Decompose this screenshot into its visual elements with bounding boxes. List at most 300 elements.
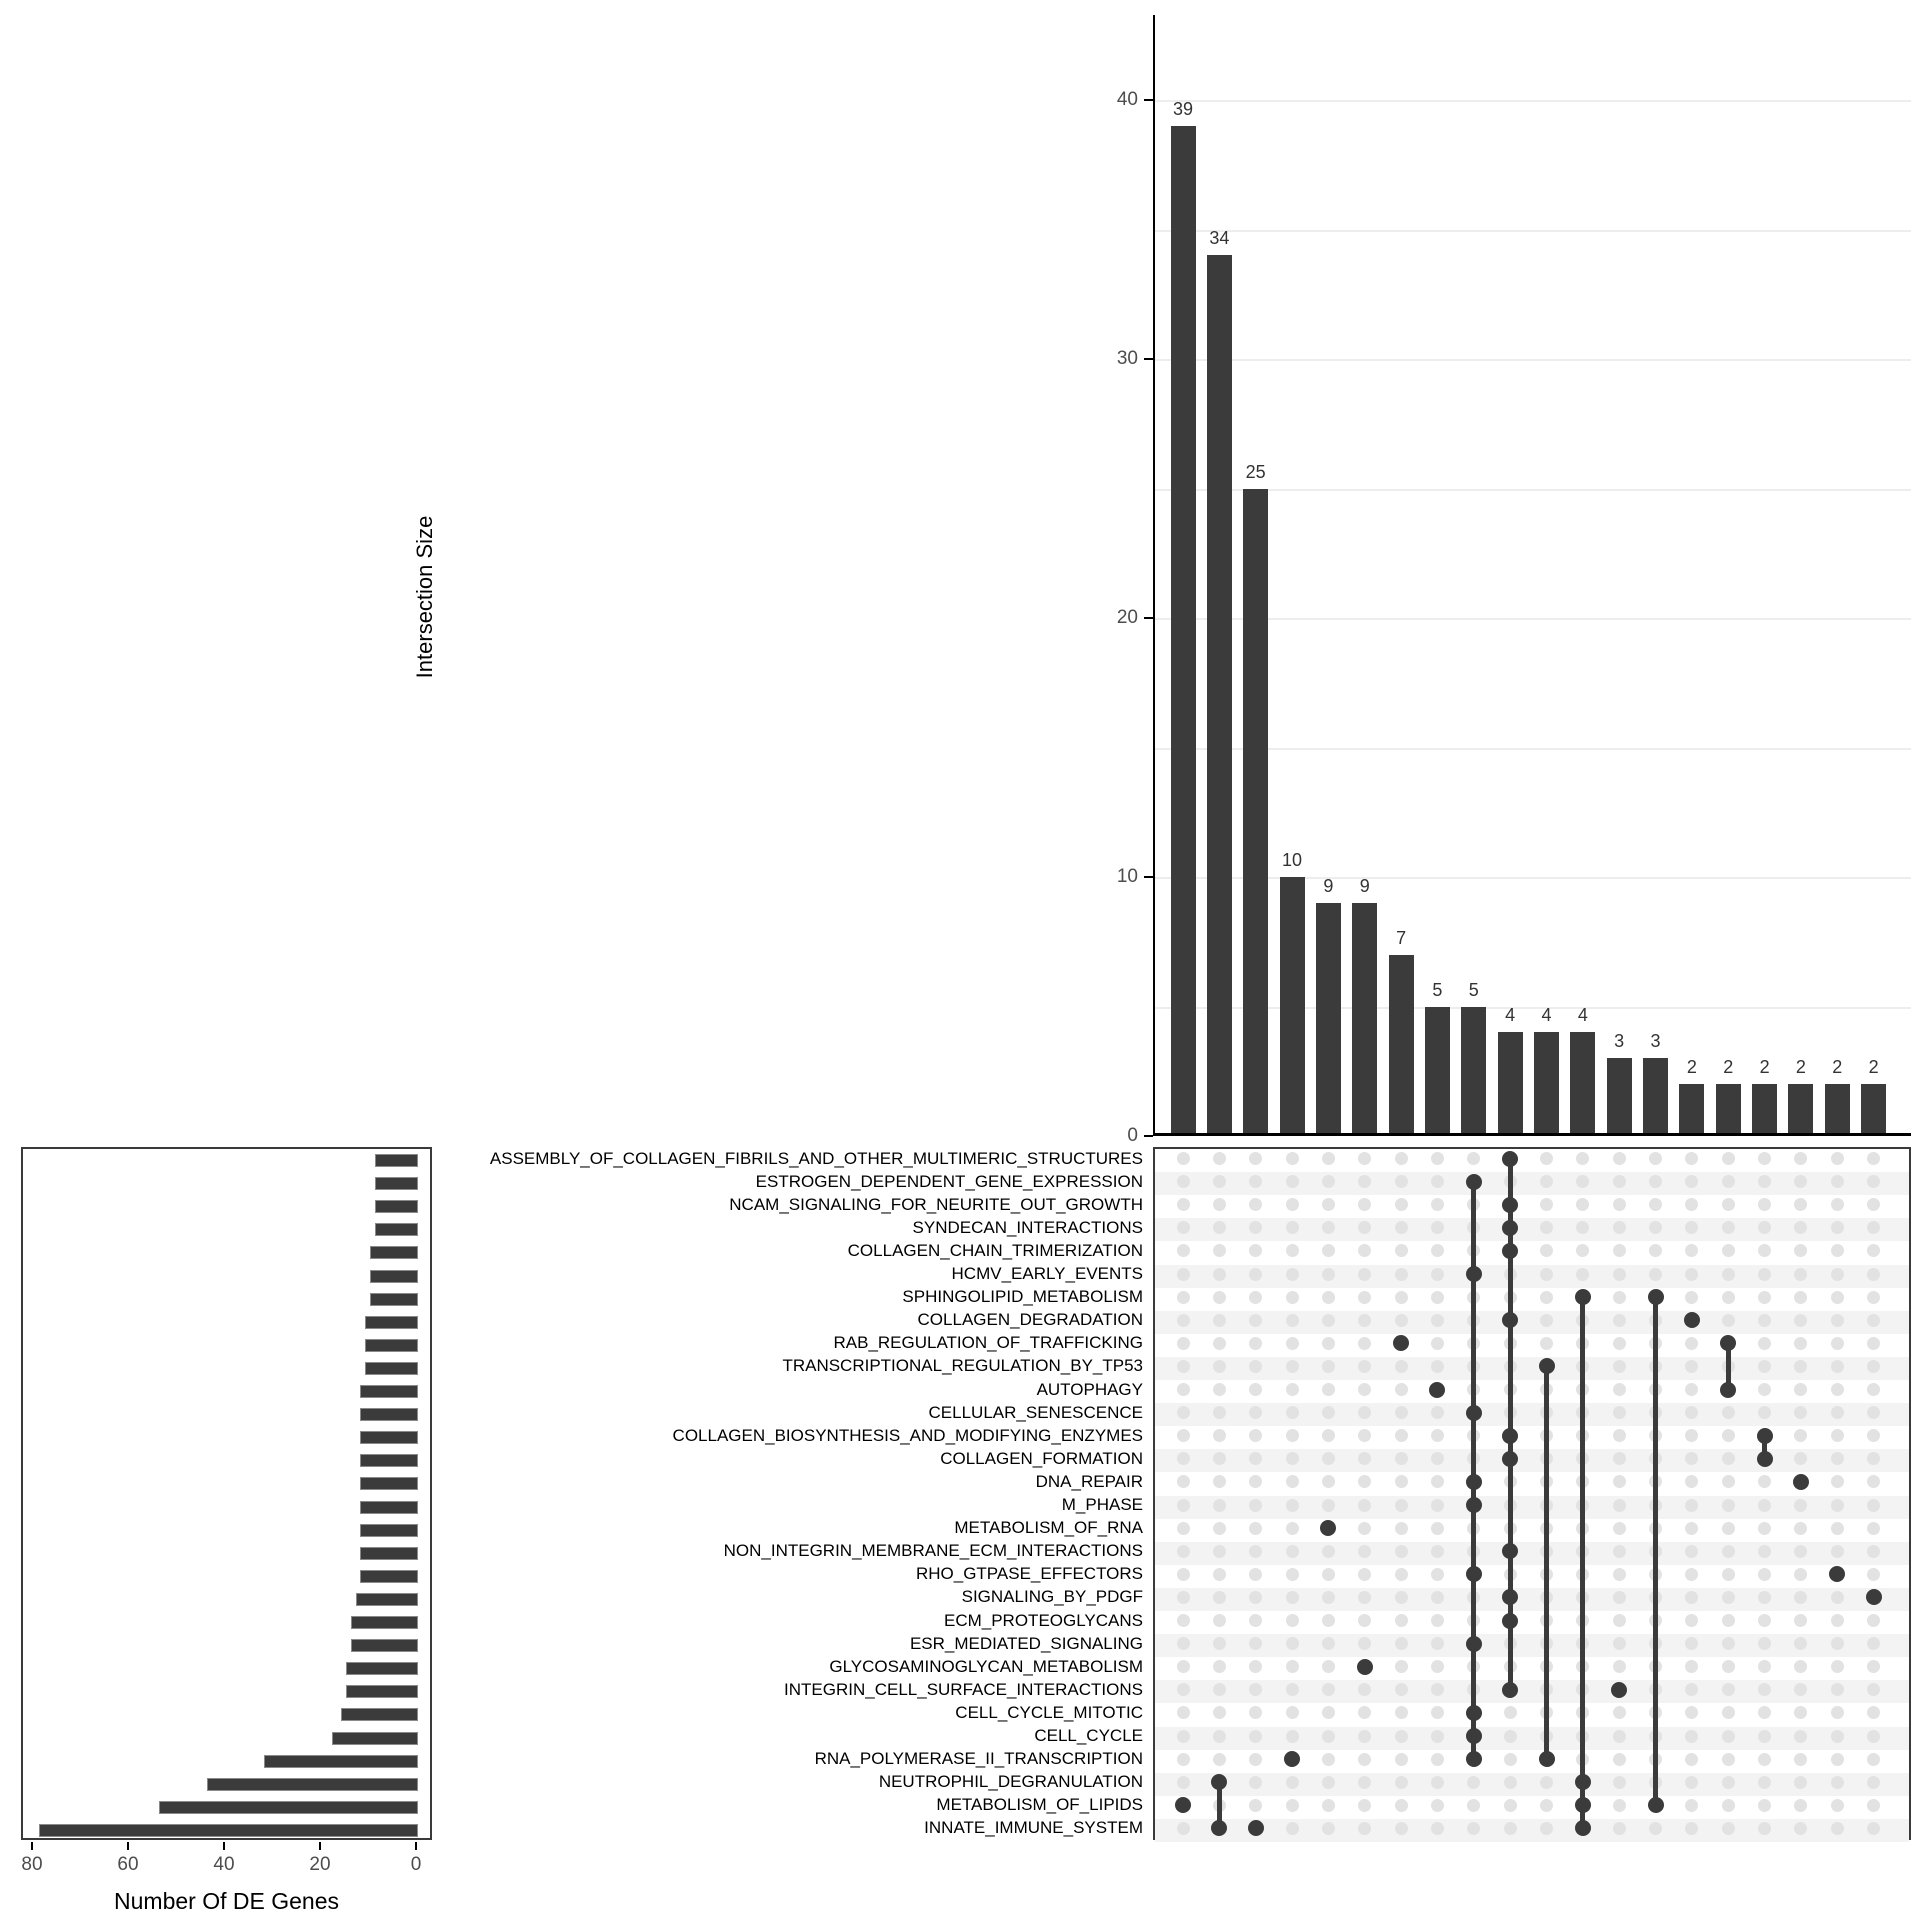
intersection-size-axis-label: Intersection Size bbox=[412, 515, 437, 679]
set-size-bar bbox=[351, 1616, 418, 1629]
matrix-dot-inactive bbox=[1613, 1337, 1626, 1350]
matrix-dot-inactive bbox=[1867, 1429, 1880, 1442]
matrix-dot-inactive bbox=[1576, 1268, 1589, 1281]
intersection-bar-value: 2 bbox=[1723, 1057, 1734, 1078]
matrix-dot-inactive bbox=[1177, 1545, 1190, 1558]
set-size-bar bbox=[375, 1223, 418, 1236]
matrix-dot-inactive bbox=[1540, 1291, 1553, 1304]
matrix-dot-inactive bbox=[1831, 1406, 1844, 1419]
matrix-dot-inactive bbox=[1722, 1429, 1735, 1442]
matrix-dot-inactive bbox=[1286, 1568, 1299, 1581]
matrix-dot-inactive bbox=[1613, 1706, 1626, 1719]
matrix-dot-inactive bbox=[1867, 1753, 1880, 1766]
matrix-dot-inactive bbox=[1758, 1475, 1771, 1488]
matrix-dot-inactive bbox=[1177, 1268, 1190, 1281]
matrix-dot-inactive bbox=[1794, 1383, 1807, 1396]
matrix-dot-inactive bbox=[1831, 1660, 1844, 1673]
matrix-dot-inactive bbox=[1867, 1291, 1880, 1304]
matrix-dot-inactive bbox=[1395, 1799, 1408, 1812]
matrix-dot-inactive bbox=[1286, 1776, 1299, 1789]
matrix-dot-inactive bbox=[1758, 1545, 1771, 1558]
matrix-dot-active bbox=[1502, 1197, 1518, 1213]
top-chart-x-axis-line bbox=[1153, 1133, 1911, 1136]
set-size-bar bbox=[375, 1154, 418, 1167]
matrix-dot-inactive bbox=[1322, 1244, 1335, 1257]
set-label: M_PHASE bbox=[1061, 1495, 1143, 1515]
matrix-dot-inactive bbox=[1286, 1706, 1299, 1719]
matrix-dot-inactive bbox=[1213, 1660, 1226, 1673]
set-label: RHO_GTPASE_EFFECTORS bbox=[915, 1564, 1143, 1584]
intersection-bar-value: 2 bbox=[1686, 1057, 1697, 1078]
matrix-dot-inactive bbox=[1322, 1291, 1335, 1304]
matrix-dot-inactive bbox=[1722, 1568, 1735, 1581]
set-size-bar bbox=[356, 1593, 418, 1606]
matrix-dot-inactive bbox=[1322, 1730, 1335, 1743]
matrix-dot-active bbox=[1393, 1335, 1409, 1351]
matrix-dot-inactive bbox=[1395, 1753, 1408, 1766]
set-label: SYNDECAN_INTERACTIONS bbox=[912, 1217, 1143, 1237]
matrix-dot-inactive bbox=[1286, 1360, 1299, 1373]
intersection-bar-value: 2 bbox=[1868, 1057, 1879, 1078]
matrix-dot-inactive bbox=[1758, 1314, 1771, 1327]
matrix-dot-inactive bbox=[1249, 1152, 1262, 1165]
matrix-dot-inactive bbox=[1249, 1268, 1262, 1281]
matrix-dot-inactive bbox=[1395, 1499, 1408, 1512]
matrix-dot-inactive bbox=[1685, 1152, 1698, 1165]
matrix-dot-inactive bbox=[1249, 1475, 1262, 1488]
matrix-dot-active bbox=[1429, 1382, 1445, 1398]
matrix-dot-inactive bbox=[1685, 1568, 1698, 1581]
matrix-dot-inactive bbox=[1758, 1499, 1771, 1512]
matrix-dot-inactive bbox=[1685, 1383, 1698, 1396]
set-size-bar bbox=[360, 1570, 418, 1583]
matrix-dot-inactive bbox=[1358, 1776, 1371, 1789]
matrix-connector-line bbox=[1580, 1299, 1585, 1830]
matrix-dot-active bbox=[1575, 1774, 1591, 1790]
y-tick-label: 20 bbox=[1116, 607, 1138, 628]
matrix-dot-inactive bbox=[1613, 1499, 1626, 1512]
set-label: RAB_REGULATION_OF_TRAFFICKING bbox=[833, 1333, 1143, 1353]
matrix-dot-inactive bbox=[1831, 1706, 1844, 1719]
matrix-dot-inactive bbox=[1177, 1568, 1190, 1581]
matrix-dot-inactive bbox=[1177, 1591, 1190, 1604]
matrix-dot-inactive bbox=[1613, 1244, 1626, 1257]
intersection-bar bbox=[1607, 1058, 1632, 1136]
matrix-dot-inactive bbox=[1322, 1198, 1335, 1211]
matrix-dot-inactive bbox=[1177, 1660, 1190, 1673]
matrix-dot-inactive bbox=[1431, 1568, 1444, 1581]
matrix-connector-line bbox=[1544, 1368, 1549, 1761]
matrix-dot-inactive bbox=[1831, 1198, 1844, 1211]
intersection-bar-value: 25 bbox=[1245, 461, 1266, 482]
matrix-dot-inactive bbox=[1322, 1753, 1335, 1766]
set-size-bar bbox=[365, 1339, 418, 1352]
matrix-dot-inactive bbox=[1395, 1221, 1408, 1234]
matrix-dot-inactive bbox=[1794, 1429, 1807, 1442]
matrix-dot-inactive bbox=[1685, 1291, 1698, 1304]
matrix-dot-inactive bbox=[1467, 1776, 1480, 1789]
x-tick-mark bbox=[415, 1842, 417, 1850]
intersection-bar-value: 7 bbox=[1396, 927, 1407, 948]
set-label: SIGNALING_BY_PDGF bbox=[961, 1587, 1143, 1607]
matrix-dot-inactive bbox=[1322, 1568, 1335, 1581]
set-size-bar bbox=[351, 1639, 418, 1652]
matrix-dot-inactive bbox=[1831, 1175, 1844, 1188]
matrix-dot-inactive bbox=[1286, 1429, 1299, 1442]
matrix-dot-inactive bbox=[1794, 1799, 1807, 1812]
intersection-bar-value: 4 bbox=[1577, 1005, 1588, 1026]
matrix-dot-inactive bbox=[1322, 1475, 1335, 1488]
matrix-dot-inactive bbox=[1177, 1314, 1190, 1327]
matrix-dot-inactive bbox=[1249, 1429, 1262, 1442]
set-size-bar-chart bbox=[21, 1147, 432, 1840]
matrix-dot-inactive bbox=[1213, 1753, 1226, 1766]
matrix-dot-inactive bbox=[1831, 1499, 1844, 1512]
matrix-dot-inactive bbox=[1758, 1730, 1771, 1743]
matrix-dot-inactive bbox=[1286, 1406, 1299, 1419]
set-size-bar bbox=[370, 1246, 418, 1259]
matrix-dot-inactive bbox=[1613, 1568, 1626, 1581]
matrix-dot-active bbox=[1502, 1682, 1518, 1698]
matrix-dot-inactive bbox=[1831, 1475, 1844, 1488]
matrix-dot-inactive bbox=[1213, 1360, 1226, 1373]
matrix-dot-inactive bbox=[1395, 1660, 1408, 1673]
y-tick-label: 0 bbox=[1127, 1125, 1138, 1146]
matrix-dot-inactive bbox=[1213, 1152, 1226, 1165]
matrix-dot-inactive bbox=[1685, 1475, 1698, 1488]
matrix-dot-inactive bbox=[1831, 1522, 1844, 1535]
matrix-dot-inactive bbox=[1613, 1406, 1626, 1419]
x-tick-mark bbox=[223, 1842, 225, 1850]
matrix-dot-active bbox=[1466, 1474, 1482, 1490]
matrix-dot-inactive bbox=[1177, 1730, 1190, 1743]
matrix-dot-inactive bbox=[1758, 1776, 1771, 1789]
intersection-bar-value: 3 bbox=[1614, 1031, 1625, 1052]
set-label: COLLAGEN_CHAIN_TRIMERIZATION bbox=[847, 1240, 1143, 1260]
matrix-dot-inactive bbox=[1322, 1175, 1335, 1188]
matrix-dot-inactive bbox=[1177, 1522, 1190, 1535]
matrix-dot-inactive bbox=[1831, 1291, 1844, 1304]
set-label: TRANSCRIPTIONAL_REGULATION_BY_TP53 bbox=[782, 1356, 1143, 1376]
matrix-dot-inactive bbox=[1177, 1706, 1190, 1719]
matrix-dot-inactive bbox=[1722, 1799, 1735, 1812]
set-label: RNA_POLYMERASE_II_TRANSCRIPTION bbox=[814, 1749, 1143, 1769]
set-size-bar bbox=[159, 1801, 418, 1814]
matrix-dot-inactive bbox=[1831, 1360, 1844, 1373]
matrix-dot-inactive bbox=[1613, 1221, 1626, 1234]
matrix-dot-inactive bbox=[1831, 1429, 1844, 1442]
matrix-dot-inactive bbox=[1358, 1244, 1371, 1257]
matrix-dot-active bbox=[1502, 1613, 1518, 1629]
matrix-dot-inactive bbox=[1395, 1244, 1408, 1257]
matrix-dot-inactive bbox=[1358, 1730, 1371, 1743]
matrix-dot-inactive bbox=[1213, 1545, 1226, 1558]
top-chart-y-axis-line bbox=[1153, 15, 1155, 1136]
matrix-dot-inactive bbox=[1649, 1822, 1662, 1835]
intersection-bar-value: 5 bbox=[1468, 979, 1479, 1000]
matrix-dot-inactive bbox=[1722, 1152, 1735, 1165]
matrix-dot-inactive bbox=[1758, 1244, 1771, 1257]
matrix-dot-inactive bbox=[1286, 1614, 1299, 1627]
matrix-dot-inactive bbox=[1322, 1383, 1335, 1396]
matrix-dot-inactive bbox=[1177, 1614, 1190, 1627]
matrix-dot-inactive bbox=[1213, 1337, 1226, 1350]
set-label: NCAM_SIGNALING_FOR_NEURITE_OUT_GROWTH bbox=[729, 1194, 1143, 1214]
intersection-bar bbox=[1425, 1007, 1450, 1137]
set-size-bar bbox=[370, 1293, 418, 1306]
intersection-bar bbox=[1679, 1084, 1704, 1136]
matrix-dot-inactive bbox=[1358, 1198, 1371, 1211]
y-tick-mark bbox=[1144, 99, 1153, 101]
matrix-dot-inactive bbox=[1867, 1660, 1880, 1673]
set-label: COLLAGEN_BIOSYNTHESIS_AND_MODIFYING_ENZYMES bbox=[672, 1425, 1143, 1445]
matrix-dot-inactive bbox=[1540, 1337, 1553, 1350]
matrix-dot-inactive bbox=[1613, 1822, 1626, 1835]
matrix-dot-inactive bbox=[1867, 1360, 1880, 1373]
matrix-dot-inactive bbox=[1322, 1799, 1335, 1812]
matrix-dot-inactive bbox=[1831, 1337, 1844, 1350]
matrix-dot-inactive bbox=[1613, 1383, 1626, 1396]
matrix-dot-inactive bbox=[1576, 1198, 1589, 1211]
matrix-dot-inactive bbox=[1576, 1244, 1589, 1257]
matrix-dot-inactive bbox=[1613, 1175, 1626, 1188]
matrix-dot-inactive bbox=[1177, 1753, 1190, 1766]
matrix-dot-inactive bbox=[1613, 1452, 1626, 1465]
matrix-dot-active bbox=[1175, 1797, 1191, 1813]
matrix-dot-inactive bbox=[1395, 1706, 1408, 1719]
matrix-dot-inactive bbox=[1867, 1314, 1880, 1327]
matrix-dot-inactive bbox=[1286, 1499, 1299, 1512]
matrix-dot-inactive bbox=[1395, 1314, 1408, 1327]
set-label: NEUTROPHIL_DEGRANULATION bbox=[878, 1772, 1143, 1792]
matrix-dot-active bbox=[1502, 1243, 1518, 1259]
matrix-dot-inactive bbox=[1358, 1545, 1371, 1558]
matrix-dot-inactive bbox=[1249, 1244, 1262, 1257]
matrix-dot-inactive bbox=[1504, 1706, 1517, 1719]
matrix-dot-inactive bbox=[1685, 1660, 1698, 1673]
matrix-dot-inactive bbox=[1867, 1522, 1880, 1535]
matrix-dot-inactive bbox=[1867, 1337, 1880, 1350]
y-tick-label: 40 bbox=[1116, 89, 1138, 110]
matrix-dot-inactive bbox=[1431, 1660, 1444, 1673]
matrix-dot-inactive bbox=[1431, 1314, 1444, 1327]
matrix-dot-inactive bbox=[1613, 1591, 1626, 1604]
set-size-bar bbox=[360, 1454, 418, 1467]
matrix-dot-active bbox=[1539, 1358, 1555, 1374]
matrix-dot-inactive bbox=[1613, 1198, 1626, 1211]
matrix-dot-inactive bbox=[1286, 1545, 1299, 1558]
matrix-dot-inactive bbox=[1177, 1360, 1190, 1373]
matrix-dot-active bbox=[1539, 1751, 1555, 1767]
matrix-dot-inactive bbox=[1177, 1429, 1190, 1442]
intersection-bar-value: 39 bbox=[1172, 98, 1194, 119]
matrix-dot-inactive bbox=[1794, 1522, 1807, 1535]
matrix-dot-inactive bbox=[1867, 1244, 1880, 1257]
matrix-dot-active bbox=[1320, 1520, 1336, 1536]
matrix-dot-inactive bbox=[1758, 1360, 1771, 1373]
matrix-dot-inactive bbox=[1431, 1822, 1444, 1835]
matrix-dot-inactive bbox=[1322, 1637, 1335, 1650]
x-tick-label: 40 bbox=[213, 1854, 235, 1875]
matrix-dot-inactive bbox=[1540, 1244, 1553, 1257]
matrix-dot-active bbox=[1575, 1289, 1591, 1305]
matrix-dot-inactive bbox=[1286, 1268, 1299, 1281]
set-label: METABOLISM_OF_RNA bbox=[954, 1518, 1143, 1538]
matrix-dot-inactive bbox=[1504, 1753, 1517, 1766]
matrix-dot-inactive bbox=[1322, 1660, 1335, 1673]
matrix-dot-inactive bbox=[1286, 1337, 1299, 1350]
matrix-dot-inactive bbox=[1831, 1776, 1844, 1789]
matrix-dot-inactive bbox=[1685, 1799, 1698, 1812]
matrix-dot-active bbox=[1502, 1451, 1518, 1467]
matrix-connector-line bbox=[1653, 1299, 1658, 1807]
matrix-dot-inactive bbox=[1685, 1706, 1698, 1719]
matrix-dot-active bbox=[1502, 1428, 1518, 1444]
matrix-dot-inactive bbox=[1431, 1175, 1444, 1188]
y-tick-label: 10 bbox=[1116, 866, 1138, 887]
de-genes-axis-label: Number Of DE Genes bbox=[114, 1888, 339, 1914]
matrix-dot-inactive bbox=[1758, 1522, 1771, 1535]
set-size-bar bbox=[332, 1732, 418, 1745]
matrix-dot-inactive bbox=[1286, 1152, 1299, 1165]
matrix-dot-inactive bbox=[1249, 1706, 1262, 1719]
matrix-dot-inactive bbox=[1758, 1753, 1771, 1766]
matrix-dot-active bbox=[1466, 1705, 1482, 1721]
matrix-dot-inactive bbox=[1177, 1291, 1190, 1304]
matrix-dot-active bbox=[1466, 1174, 1482, 1190]
matrix-dot-inactive bbox=[1794, 1337, 1807, 1350]
set-label: METABOLISM_OF_LIPIDS bbox=[936, 1795, 1143, 1815]
matrix-dot-inactive bbox=[1213, 1244, 1226, 1257]
matrix-dot-inactive bbox=[1794, 1706, 1807, 1719]
matrix-dot-inactive bbox=[1540, 1152, 1553, 1165]
matrix-dot-active bbox=[1866, 1589, 1882, 1605]
matrix-dot-inactive bbox=[1395, 1152, 1408, 1165]
matrix-dot-inactive bbox=[1649, 1152, 1662, 1165]
matrix-dot-inactive bbox=[1358, 1268, 1371, 1281]
intersection-bar bbox=[1825, 1084, 1850, 1136]
matrix-dot-inactive bbox=[1177, 1452, 1190, 1465]
matrix-dot-inactive bbox=[1794, 1660, 1807, 1673]
matrix-dot-active bbox=[1720, 1335, 1736, 1351]
matrix-dot-inactive bbox=[1249, 1522, 1262, 1535]
matrix-dot-inactive bbox=[1613, 1776, 1626, 1789]
matrix-dot-inactive bbox=[1431, 1776, 1444, 1789]
matrix-dot-active bbox=[1502, 1220, 1518, 1236]
matrix-dot-inactive bbox=[1722, 1730, 1735, 1743]
matrix-dot-inactive bbox=[1177, 1198, 1190, 1211]
matrix-dot-inactive bbox=[1831, 1545, 1844, 1558]
set-size-bar bbox=[360, 1501, 418, 1514]
matrix-dot-inactive bbox=[1649, 1198, 1662, 1211]
set-label: INTEGRIN_CELL_SURFACE_INTERACTIONS bbox=[784, 1679, 1143, 1699]
intersection-bar-value: 5 bbox=[1432, 979, 1443, 1000]
matrix-dot-inactive bbox=[1395, 1591, 1408, 1604]
matrix-dot-inactive bbox=[1867, 1545, 1880, 1558]
matrix-dot-inactive bbox=[1685, 1499, 1698, 1512]
matrix-dot-inactive bbox=[1286, 1452, 1299, 1465]
matrix-dot-inactive bbox=[1395, 1291, 1408, 1304]
set-label: ESTROGEN_DEPENDENT_GENE_EXPRESSION bbox=[755, 1171, 1143, 1191]
matrix-dot-inactive bbox=[1177, 1221, 1190, 1234]
matrix-dot-inactive bbox=[1758, 1614, 1771, 1627]
intersection-bar bbox=[1316, 903, 1341, 1136]
matrix-dot-inactive bbox=[1613, 1522, 1626, 1535]
set-size-bar bbox=[207, 1778, 418, 1791]
matrix-dot-inactive bbox=[1685, 1244, 1698, 1257]
matrix-dot-inactive bbox=[1722, 1198, 1735, 1211]
matrix-dot-inactive bbox=[1431, 1337, 1444, 1350]
intersection-bar bbox=[1788, 1084, 1813, 1136]
set-label: INNATE_IMMUNE_SYSTEM bbox=[924, 1818, 1143, 1838]
matrix-dot-inactive bbox=[1540, 1268, 1553, 1281]
matrix-dot-inactive bbox=[1395, 1545, 1408, 1558]
matrix-dot-inactive bbox=[1613, 1291, 1626, 1304]
matrix-dot-inactive bbox=[1613, 1730, 1626, 1743]
matrix-dot-inactive bbox=[1395, 1776, 1408, 1789]
matrix-dot-inactive bbox=[1831, 1244, 1844, 1257]
matrix-dot-inactive bbox=[1249, 1198, 1262, 1211]
matrix-dot-inactive bbox=[1867, 1152, 1880, 1165]
matrix-dot-inactive bbox=[1831, 1591, 1844, 1604]
matrix-dot-inactive bbox=[1431, 1475, 1444, 1488]
matrix-dot-inactive bbox=[1286, 1730, 1299, 1743]
matrix-dot-active bbox=[1757, 1451, 1773, 1467]
y-tick-label: 30 bbox=[1116, 348, 1138, 369]
matrix-dot-inactive bbox=[1213, 1291, 1226, 1304]
set-size-bar bbox=[346, 1685, 418, 1698]
matrix-dot-inactive bbox=[1213, 1198, 1226, 1211]
intersection-bar bbox=[1498, 1032, 1523, 1136]
matrix-dot-inactive bbox=[1831, 1799, 1844, 1812]
matrix-dot-inactive bbox=[1504, 1799, 1517, 1812]
y-tick-mark bbox=[1144, 876, 1153, 878]
matrix-dot-inactive bbox=[1177, 1475, 1190, 1488]
set-label: CELL_CYCLE bbox=[1034, 1726, 1143, 1746]
matrix-dot-active bbox=[1611, 1682, 1627, 1698]
matrix-dot-inactive bbox=[1322, 1499, 1335, 1512]
matrix-dot-inactive bbox=[1177, 1499, 1190, 1512]
matrix-dot-active bbox=[1466, 1728, 1482, 1744]
matrix-dot-inactive bbox=[1358, 1152, 1371, 1165]
intersection-bar bbox=[1171, 126, 1196, 1136]
matrix-dot-inactive bbox=[1722, 1822, 1735, 1835]
matrix-dot-inactive bbox=[1395, 1522, 1408, 1535]
matrix-dot-active bbox=[1648, 1797, 1664, 1813]
matrix-dot-active bbox=[1502, 1151, 1518, 1167]
matrix-dot-inactive bbox=[1358, 1706, 1371, 1719]
matrix-dot-inactive bbox=[1831, 1730, 1844, 1743]
matrix-dot-inactive bbox=[1249, 1568, 1262, 1581]
intersection-bar-value: 4 bbox=[1541, 1005, 1552, 1026]
matrix-dot-inactive bbox=[1685, 1268, 1698, 1281]
matrix-dot-inactive bbox=[1286, 1522, 1299, 1535]
matrix-dot-inactive bbox=[1613, 1268, 1626, 1281]
matrix-dot-inactive bbox=[1540, 1198, 1553, 1211]
matrix-dot-inactive bbox=[1722, 1753, 1735, 1766]
matrix-dot-inactive bbox=[1395, 1730, 1408, 1743]
set-size-bar bbox=[370, 1270, 418, 1283]
set-size-bar bbox=[346, 1662, 418, 1675]
matrix-dot-inactive bbox=[1286, 1683, 1299, 1696]
matrix-dot-inactive bbox=[1867, 1730, 1880, 1743]
set-label: NON_INTEGRIN_MEMBRANE_ECM_INTERACTIONS bbox=[723, 1541, 1143, 1561]
matrix-dot-inactive bbox=[1685, 1522, 1698, 1535]
matrix-dot-inactive bbox=[1286, 1591, 1299, 1604]
matrix-dot-inactive bbox=[1758, 1152, 1771, 1165]
matrix-dot-inactive bbox=[1758, 1706, 1771, 1719]
matrix-dot-inactive bbox=[1613, 1545, 1626, 1558]
